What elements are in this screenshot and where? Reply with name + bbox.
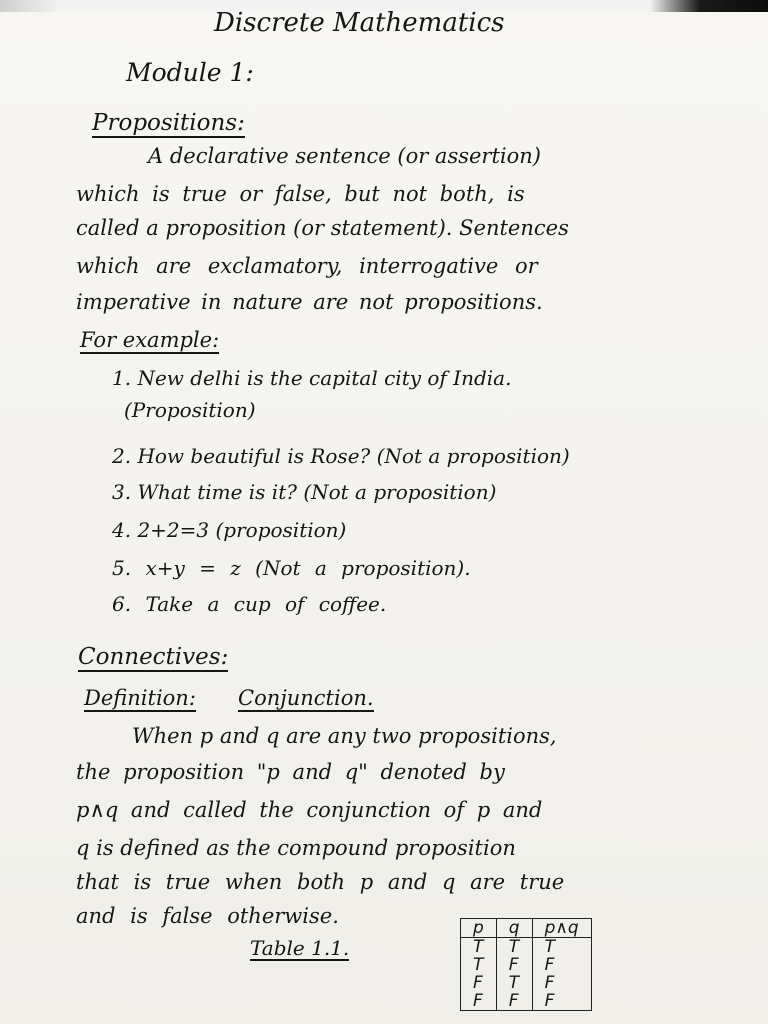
header-p-and-q: p∧q (532, 919, 591, 938)
module-heading: Module 1: (126, 58, 254, 87)
conjunction-line: the proposition "p and q" denoted by (76, 760, 505, 784)
example-item-note: (Proposition) (124, 398, 256, 422)
propositions-line: called a proposition (or statement). Sentences (76, 216, 569, 240)
truth-table-header (461, 919, 592, 938)
conjunction-line: p∧q and called the conjunction of p and (76, 798, 543, 822)
table-row (461, 938, 592, 957)
conjunction-line: When p and q are any two propositions, (132, 724, 557, 748)
examples-label: For example: (80, 328, 220, 352)
example-item: 1. New delhi is the capital city of India. (112, 366, 512, 390)
table-cell: T (496, 974, 532, 992)
table-caption: Table 1.1. (250, 936, 350, 960)
example-item: 2. How beautiful is Rose? (Not a proposition) (112, 444, 570, 468)
definition-term: Conjunction. (238, 686, 374, 710)
propositions-line: A declarative sentence (or assertion) (148, 144, 541, 168)
table-cell: T (461, 938, 497, 957)
table-row (461, 992, 592, 1011)
propositions-heading: Propositions: (92, 110, 245, 136)
conjunction-line: and is false otherwise. (76, 904, 339, 928)
propositions-line: imperative in nature are not propositions. (76, 290, 543, 314)
table-cell: F (496, 992, 532, 1011)
truth-table (460, 918, 592, 1011)
conjunction-line: that is true when both p and q are true (76, 870, 565, 894)
table-cell: T (496, 938, 532, 957)
table-cell: F (461, 974, 497, 992)
conjunction-line: q is defined as the compound proposition (76, 836, 516, 860)
example-item: 4. 2+2=3 (proposition) (112, 518, 347, 542)
table-cell: F (532, 956, 591, 974)
example-item: 6. Take a cup of coffee. (112, 592, 387, 616)
definition-label: Definition: (84, 686, 196, 710)
table-cell: T (461, 956, 497, 974)
table-cell: F (532, 992, 591, 1011)
table-cell: F (461, 992, 497, 1011)
header-q: q (496, 919, 532, 938)
table-cell: T (532, 938, 591, 957)
table-cell: F (532, 974, 591, 992)
header-p: p (461, 919, 497, 938)
propositions-line: which are exclamatory, interrogative or (76, 254, 538, 278)
example-item: 5. x+y = z (Not a proposition). (112, 556, 471, 580)
example-item: 3. What time is it? (Not a proposition) (112, 480, 497, 504)
table-row (461, 956, 592, 974)
table-row (461, 974, 592, 992)
connectives-heading: Connectives: (78, 644, 229, 670)
table-cell: F (496, 956, 532, 974)
page-title: Discrete Mathematics (214, 8, 505, 38)
propositions-line: which is true or false, but not both, is (76, 182, 525, 206)
